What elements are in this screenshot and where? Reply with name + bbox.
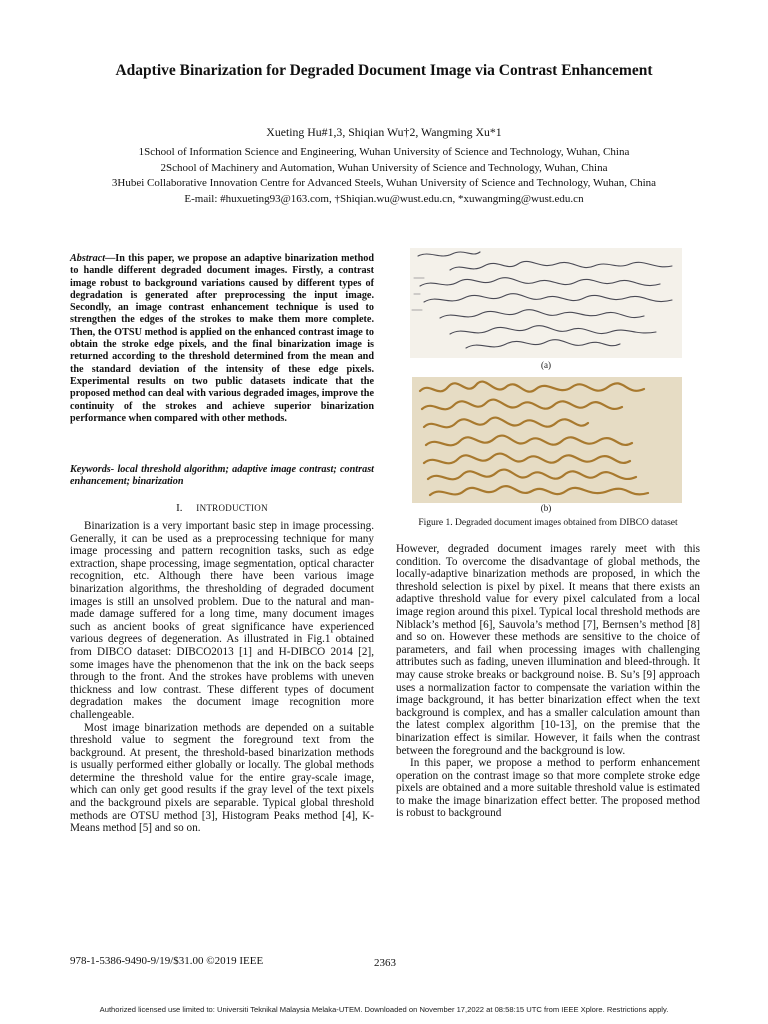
left-column-body bbox=[70, 520, 374, 835]
paragraph: However, degraded document images rarely meet with this condition. To overcome the disadvantage of global methods, the locally-adaptive binarization methods are proposed, in which the threshold selection is pixel by pixel. It means that there exists an adaptive threshold value for every pixel calculated from a local image region around this pixel. Typical local threshold methods are Niblack’s method [6], Sauvola’s method [7], Bernsen’s method [8] and so on. However these methods are sensitive to the choice of parameters, and fail when processing images with challenging attributes such as fading, uneven illumination and bleed-through. It may cause stroke breaks or background noise. B. Su’s [9] approach uses a normalization factor to compensate the variation within the image background, it has better binarization effect when the text background is complex, and has a smaller calculation amount than the latest complex algorithm [10-13], on the premise that the binarization effect is similar. However, it fails when the contrast between the foreground and the background is low. bbox=[396, 543, 700, 757]
paper-title: Adaptive Binarization for Degraded Document Image via Contrast Enhancement bbox=[115, 62, 653, 79]
paragraph: In this paper, we propose a method to perform enhancement operation on the contrast image so that more complete stroke edge pixels are obtained and a more suitable threshold value is estimated to make the image binarization effect better. The proposed method is robust to background bbox=[396, 757, 700, 820]
figure-1a-handwriting-image bbox=[410, 248, 682, 358]
section-title: INTRODUCTION bbox=[196, 503, 268, 513]
page-number: 2363 bbox=[374, 957, 396, 969]
right-column-body bbox=[396, 543, 700, 820]
affiliation-2: 2School of Machinery and Automation, Wuhan University of Science and Technology, Wuhan, China bbox=[160, 162, 608, 174]
figure-1a-label: (a) bbox=[541, 360, 551, 370]
handwriting-scan-b bbox=[412, 377, 682, 503]
abstract-label: Abstract bbox=[70, 253, 106, 264]
figure-1b-handwriting-image bbox=[412, 377, 682, 503]
figure-1b-label: (b) bbox=[540, 503, 552, 513]
paragraph: Most image binarization methods are depended on a suitable threshold value to segment the foreground text from the background. At present, the threshold-based binarization methods is usually performed either globally or locally. The global methods determine the threshold value for the entire gray-scale image, which can only get good results if the gray level of the text pixels and the background pixels are separable. Typical global threshold methods are OTSU method [3], Histogram Peaks method [4], K-Means method [5] and so on. bbox=[70, 721, 374, 835]
section-number: I. bbox=[176, 502, 183, 514]
paragraph: Binarization is a very important basic step in image processing. Generally, it can be used as a preprocessing technique for many image processing and pattern recognition tasks, such as edge extraction, shape processing, image segmentation, optical character recognition, etc. Although there have been various image binarization algorithms, the thresholding of degraded document images is still an unsolved problem. Due to the natural and man-made damage suffered for a long time, many document images such as ancient books of great significance have experienced various degrees of degeneration. As illustrated in Fig.1 obtained from DIBCO dataset: DIBCO2013 [1] and H-DIBCO 2014 [2], some images have the phenomenon that the ink on the back seeps through to the front. And the strokes have problems with uneven thickness and low contrast. These different types of document degradation makes the document image recognition more challengeable. bbox=[70, 520, 374, 721]
figure-caption: Figure 1. Degraded document images obtained from DIBCO dataset bbox=[418, 518, 678, 528]
affiliation-3: 3Hubei Collaborative Innovation Centre for Advanced Steels, Wuhan University of Science and Technology, Wuhan, China bbox=[111, 177, 657, 189]
license-notice: Authorized licensed use limited to: Universiti Teknikal Malaysia Melaka-UTEM. Downloaded on November 17,2022 at 08:58:15 UTC from IEEE Xplore. Restrictions apply. bbox=[99, 1005, 669, 1014]
keywords: Keywords- local threshold algorithm; adaptive image contrast; contrast enhancement; binarization bbox=[70, 464, 374, 488]
abstract bbox=[70, 253, 374, 425]
copyright-line: 978-1-5386-9490-9/19/$31.00 ©2019 IEEE bbox=[70, 955, 264, 967]
author-emails: E-mail: #huxueting93@163.com, †Shiqian.wu@wust.edu.cn, *xuwangming@wust.edu.cn bbox=[184, 193, 584, 205]
handwriting-scan-a bbox=[410, 248, 682, 358]
author-list: Xueting Hu#1,3, Shiqian Wu†2, Wangming Xu*1 bbox=[266, 125, 502, 139]
abstract-text: —In this paper, we propose an adaptive binarization method to handle different degraded document images. Firstly, a contrast image robust to background variations caused by different types of degradation is generated after preprocessing the input image. Secondly, an image contrast enhancement technique is used to strengthen the edges of the strokes to make them more complete. Then, the OTSU method is applied on the enhanced contrast image to obtain the stroke edge pixels, and the final binarization image is returned according to the threshold determined from the mean and the standard deviation of the intensity of these edge pixels. Experimental results on two public datasets indicate that the proposed method can deal with various degraded images, improve the continuity of the strokes and achieve superior binarization performance when compared with other methods. bbox=[70, 253, 374, 424]
section-heading bbox=[70, 502, 374, 514]
affiliation-1: 1School of Information Science and Engineering, Wuhan University of Science and Technology, Wuhan, China bbox=[138, 146, 630, 158]
